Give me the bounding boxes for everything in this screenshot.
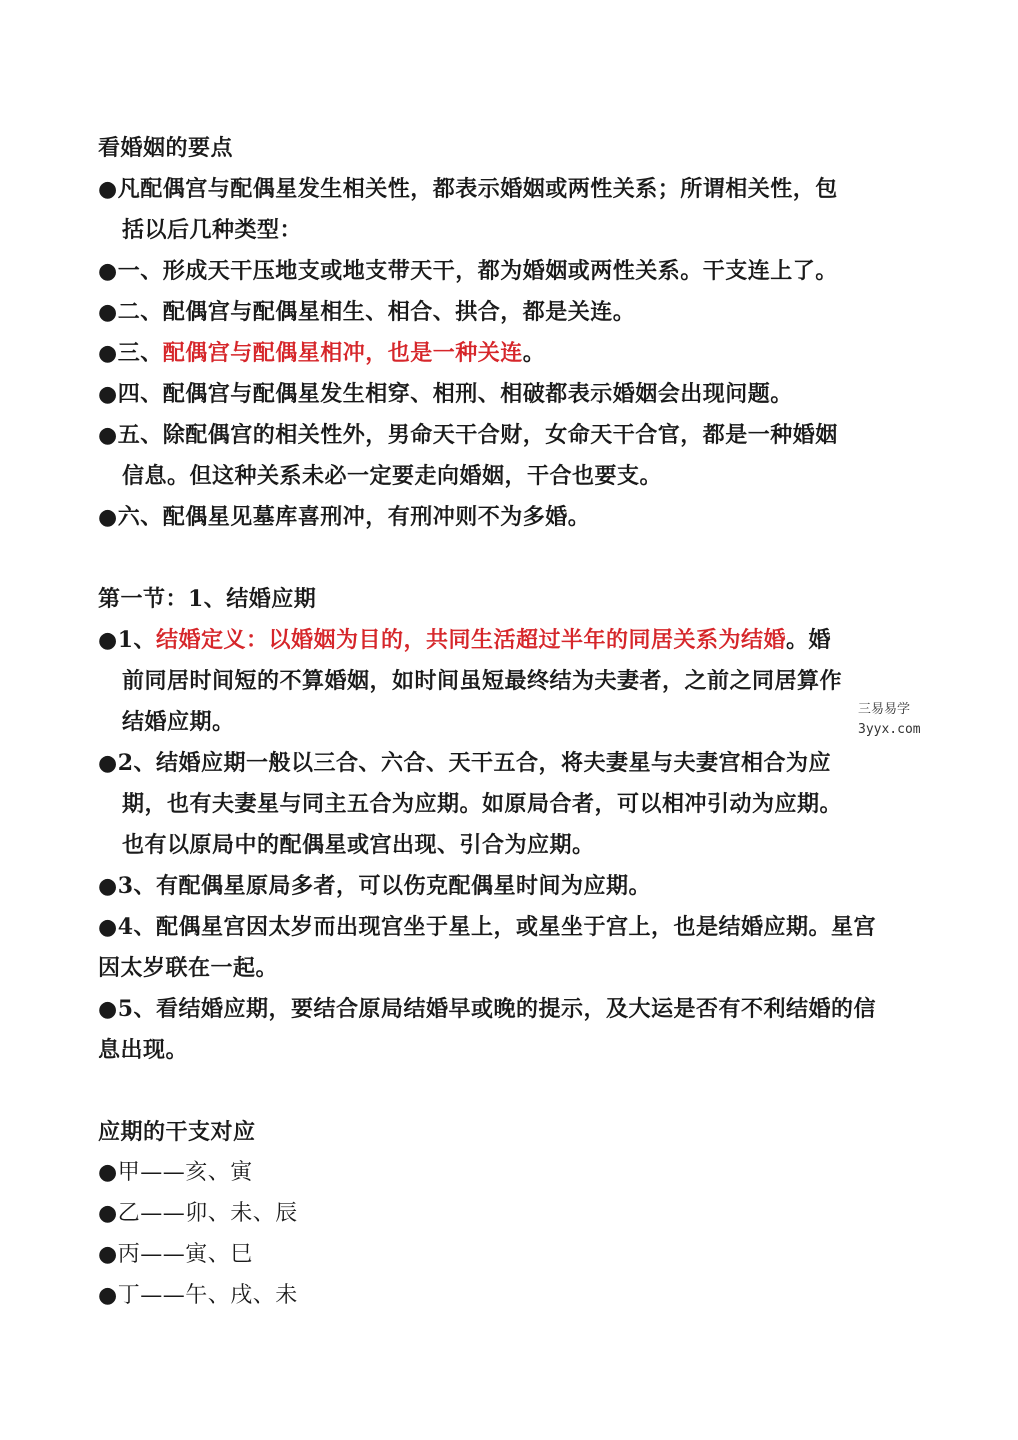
- timing-item-5-line2: 息出现。: [98, 1037, 189, 1063]
- timing-item-1-highlight: 结婚定义：以婚姻为目的，共同生活超过半年的同居关系为结婚: [156, 627, 787, 653]
- paragraph-intro-line2: 括以后几种类型：: [122, 217, 303, 243]
- list-item-2: ●二、配偶宫与配偶星相生、相合、拱合，都是关连。: [98, 299, 636, 325]
- timing-item-2-line3: 也有以原局中的配偶星或宫出现、引合为应期。: [122, 832, 595, 858]
- timing-item-1-suffix: 。婚: [786, 627, 832, 653]
- watermark-line2: 3yyx.com: [858, 722, 921, 737]
- timing-item-1-line2: 前同居时间短的不算婚姻，如时间虽短最终结为夫妻者，之前之同居算作: [122, 668, 843, 694]
- list-item-3-prefix: ●三、: [98, 340, 163, 366]
- paragraph-intro-line1: ●凡配偶宫与配偶星发生相关性，都表示婚姻或两性关系；所谓相关性，包: [98, 176, 838, 202]
- list-item-6: ●六、配偶星见墓库喜刑冲，有刑冲则不为多婚。: [98, 504, 591, 530]
- timing-item-1-prefix: ●1、: [98, 627, 157, 653]
- section-title-marriage-timing: 第一节：1、结婚应期: [98, 586, 317, 612]
- section-title-stem-branch: 应期的干支对应: [98, 1119, 256, 1145]
- timing-item-1-line3: 结婚应期。: [122, 709, 235, 735]
- list-item-3-highlight: 配偶宫与配偶星相冲，也是一种关连: [162, 340, 523, 366]
- list-item-4: ●四、配偶宫与配偶星发生相穿、相刑、相破都表示婚姻会出现问题。: [98, 381, 793, 407]
- list-item-5-line1: ●五、除配偶宫的相关性外，男命天干合财，女命天干合官，都是一种婚姻: [98, 422, 838, 448]
- timing-item-1-line1: [98, 625, 938, 655]
- list-item-5-line2: 信息。但这种关系未必一定要走向婚姻，干合也要支。: [122, 463, 663, 489]
- timing-item-2-line1: ●2、结婚应期一般以三合、六合、天干五合，将夫妻星与夫妻宫相合为应: [98, 750, 832, 776]
- timing-item-2-line2: 期，也有夫妻星与同主五合为应期。如原局合者，可以相冲引动为应期。: [122, 791, 843, 817]
- list-item-1: ●一、形成天干压地支或地支带天干，都为婚姻或两性关系。干支连上了。: [98, 258, 838, 284]
- timing-item-4-line2: 因太岁联在一起。: [98, 955, 279, 981]
- watermark: [858, 700, 921, 740]
- list-item-3-suffix: 。: [522, 340, 546, 366]
- stem-branch-item-bing: ●丙——寅、巳: [98, 1242, 253, 1267]
- watermark-line1: 三易易学: [858, 702, 911, 717]
- timing-item-5-line1: ●5、看结婚应期，要结合原局结婚早或晚的提示，及大运是否有不利结婚的信: [98, 996, 877, 1022]
- timing-item-3: ●3、有配偶星原局多者，可以伤克配偶星时间为应期。: [98, 873, 652, 899]
- list-item-3: [98, 338, 938, 368]
- stem-branch-item-ding: ●丁——午、戌、未: [98, 1283, 298, 1308]
- stem-branch-item-yi: ●乙——卯、未、辰: [98, 1201, 298, 1226]
- stem-branch-item-jia: ●甲——亥、寅: [98, 1160, 253, 1185]
- section-title-marriage-points: 看婚姻的要点: [98, 135, 234, 161]
- timing-item-4-line1: ●4、配偶星宫因太岁而出现宫坐于星上，或星坐于宫上，也是结婚应期。星宫: [98, 914, 877, 940]
